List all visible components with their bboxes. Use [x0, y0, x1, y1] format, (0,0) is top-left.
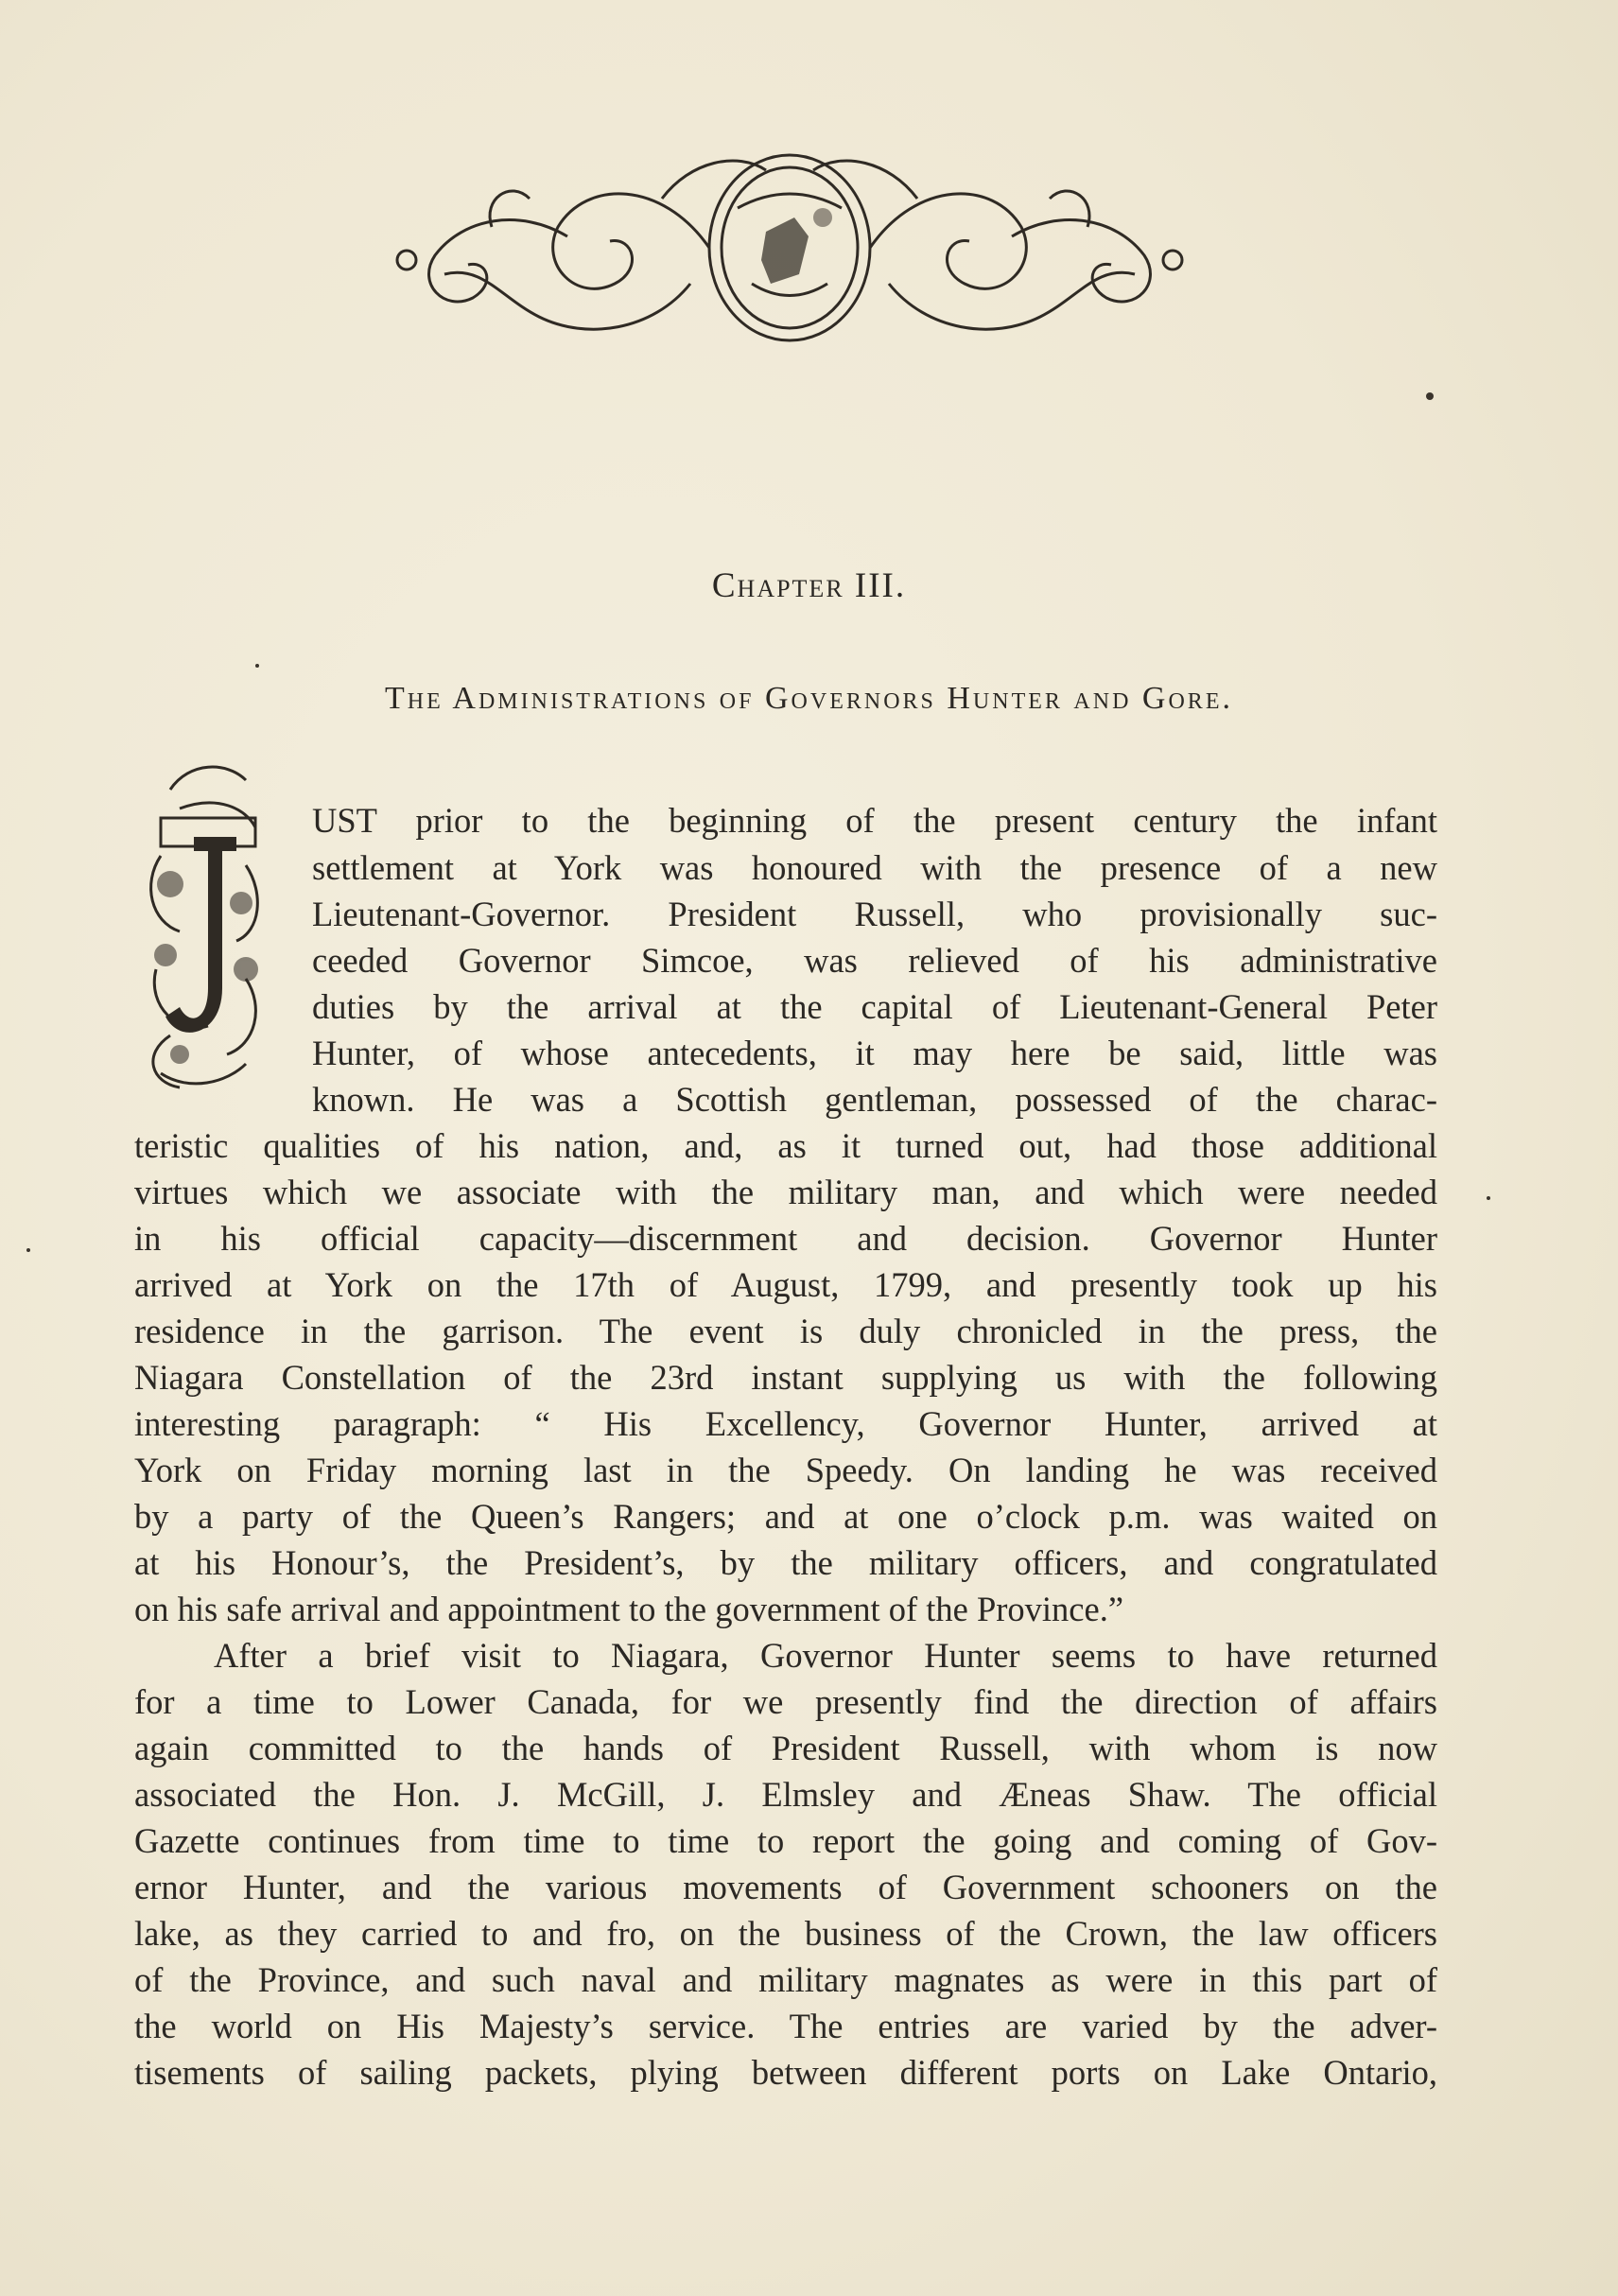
text-line: York on Friday morning last in the Speedy. On landing he was received: [134, 1451, 1437, 1489]
text-line: ceeded Governor Simcoe, was relieved of his administrative: [312, 941, 1437, 980]
text-line: lake, as they carried to and fro, on the business of the Crown, the law officers: [134, 1914, 1437, 1953]
text-line: interesting paragraph: “ His Excellency, Governor Hunter, arrived at: [134, 1404, 1437, 1443]
paper-speck: [1426, 392, 1434, 400]
text-line: virtues which we associate with the military man, and which were needed: [134, 1173, 1437, 1211]
paper-speck: [255, 664, 259, 668]
text-line: at his Honour’s, the President’s, by the military officers, and congratulated: [134, 1543, 1437, 1582]
text-line: Hunter, of whose antecedents, it may here be said, little was: [312, 1034, 1437, 1072]
text-line: by a party of the Queen’s Rangers; and at one o’clock p.m. was waited on: [134, 1497, 1437, 1536]
text-line: tisements of sailing packets, plying between different ports on Lake Ontario,: [134, 2053, 1437, 2092]
text-line: arrived at York on the 17th of August, 1799, and presently took up his: [134, 1265, 1437, 1304]
text-line: on his safe arrival and appointment to the government of the Province.”: [134, 1590, 1124, 1628]
chapter-heading: Chapter III.: [711, 566, 907, 605]
text-line: the world on His Majesty’s service. The entries are varied by the adver-: [134, 2007, 1437, 2045]
text-line: residence in the garrison. The event is duly chronicled in the press, the: [134, 1312, 1437, 1350]
text-line: associated the Hon. J. McGill, J. Elmsley and Æneas Shaw. The official: [134, 1775, 1437, 1814]
text-line: known. He was a Scottish gentleman, possessed of the charac-: [312, 1080, 1437, 1119]
text-line: for a time to Lower Canada, for we presently find the direction of affairs: [134, 1682, 1437, 1721]
paper-speck: [1487, 1196, 1490, 1200]
text-line: UST prior to the beginning of the present century the infant: [312, 801, 1437, 840]
text-line: of the Province, and such naval and military magnates as were in this part of: [134, 1960, 1437, 1999]
text-line: settlement at York was honoured with the presence of a new: [312, 848, 1437, 887]
text-line: After a brief visit to Niagara, Governor Hunter seems to have returned: [214, 1636, 1437, 1675]
floral-headpiece-ornament-icon: [378, 142, 1201, 355]
text-line: ernor Hunter, and the various movements of Government schooners on the: [134, 1868, 1437, 1906]
text-line: Gazette continues from time to time to report the going and coming of Gov-: [134, 1821, 1437, 1860]
text-line: in his official capacity—discernment and decision. Governor Hunter: [134, 1219, 1437, 1258]
text-line: Lieutenant-Governor. President Russell, who provisionally suc-: [312, 895, 1437, 933]
text-line: again committed to the hands of President Russell, with whom is now: [134, 1729, 1437, 1767]
text-line: teristic qualities of his nation, and, as it turned out, had those additional: [134, 1126, 1437, 1165]
chapter-title: The Administrations of Governors Hunter and Gore.: [385, 681, 1233, 716]
paper-speck: [26, 1248, 30, 1252]
text-line: Niagara Constellation of the 23rd instant supplying us with the following: [134, 1358, 1437, 1397]
ornamental-initial-j-icon: [142, 752, 267, 1102]
text-line: duties by the arrival at the capital of Lieutenant-General Peter: [312, 987, 1437, 1026]
